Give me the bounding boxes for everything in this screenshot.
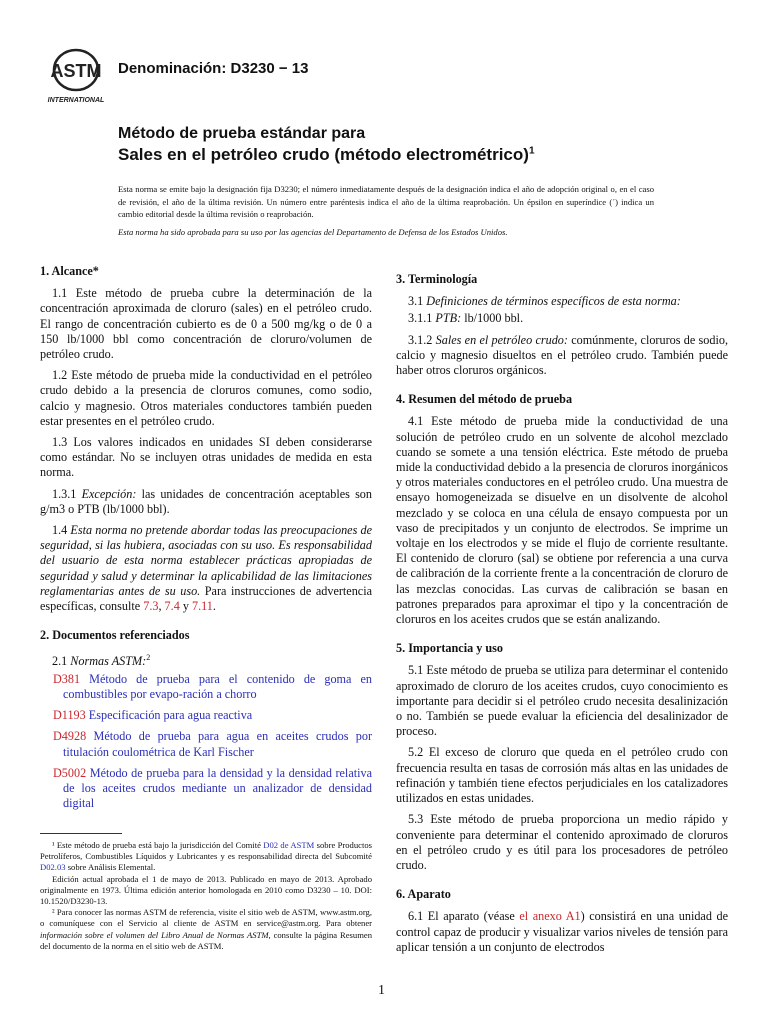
title-footnote-mark: 1 [528, 145, 535, 157]
footnote-text: ² Para conocer las normas ASTM de referencia, visite el sitio web de ASTM, www.astm.org, o comuníquese con el Servicio al cliente de ASTM en service@astm.org. Para obtener [40, 907, 372, 929]
footnote-text: , consulte la página Resumen del documento de la norma en el sitio web de ASTM. [40, 929, 372, 951]
reference-list [53, 672, 372, 812]
reference-title[interactable]: Especificación para agua reactiva [88, 708, 253, 723]
para-number: 3.1.2 [408, 332, 433, 347]
astm-logo [44, 46, 110, 106]
reference-item[interactable] [53, 766, 372, 812]
designation-code: D3230 − 13 [230, 60, 309, 77]
right-column [396, 272, 728, 961]
reference-title[interactable]: Método de prueba para el contenido de goma en combustibles por evapo-ración a chorro [63, 671, 372, 701]
para-text: comúnmente, cloruros de sodio, calcio y magnesio disueltos en el petróleo crudo. También puede haber otros cloruros orgánicos. [396, 332, 729, 378]
separator: y [179, 599, 192, 614]
footnote-text: sobre Productos Petrolíferos, Combustibles Líquidos y Lubricantes y es responsabilidad directa del Subcomité [40, 840, 372, 862]
reference-title[interactable]: Método de prueba para la densidad y la densidad relativa de los aceites crudos mediante un analizador de densidad digital [63, 765, 373, 811]
separator: , [158, 599, 165, 614]
section-1-heading: 1. Alcance* [40, 264, 99, 278]
footnote-1 [40, 840, 372, 874]
reference-code[interactable]: D4928 [53, 729, 87, 744]
designation-label: Denominación: [118, 60, 227, 77]
link-7-3[interactable]: 7.3 [143, 599, 159, 614]
para-5-1: 5.1 Este método de prueba se utiliza para determinar el contenido aproximado de cloruro de los aceites crudos, cuyo conocimiento es importante para decidir si el petróleo crudo necesita desalinización o no. También se puede evaluar la eficiencia del desalinizador de proceso. [396, 663, 728, 739]
title-text: Sales en el petróleo crudo (método electrométrico) [118, 145, 529, 164]
page-number: 1 [378, 983, 385, 998]
para-number: 1.3.1 [52, 486, 77, 501]
para-1-4 [40, 523, 372, 614]
designation [118, 60, 309, 77]
section-6-heading: 6. Aparato [396, 887, 451, 902]
para-1-2: 1.2 Este método de prueba mide la conductividad en el petróleo crudo debido a la presencia de cloruros comunes, como sodio, calcio y magnesio. Otros materiales conductores también pueden estar presentes en el petróleo crudo. [40, 368, 372, 428]
link-7-4[interactable]: 7.4 [164, 599, 180, 614]
reference-code[interactable]: D1193 [53, 708, 86, 723]
footnote-text: sobre Análisis Elemental. [67, 862, 156, 873]
title-line-2 [118, 145, 535, 165]
para-5-2: 5.2 El exceso de cloruro que queda en el petróleo crudo con frecuencia resulta en tasas de corrosión más altas en las unidades de refinación y también tiene efectos perjudiciales en los catalizadores utilizados en estas unidades. [396, 745, 728, 806]
para-4-1: 4.1 Este método de prueba mide la conductividad de una solución de petróleo crudo en un solvente de alcohol mezclado cuando se somete a una tensión eléctrica. Este método de prueba mide la conductividad debido a la presencia de cloruros inorgánicos y otros materiales conductores en el petróleo crudo. Una muestra de ensayo homogeneizada se disuelve en un disolvente de alcohol mezclado y se coloca en una célula de ensayo compuesta por un vaso de precipitados y un conjunto de electrodos. Se imprime un voltaje en los electrodos y se mide el flujo de corriente resultante. El contenido de cloruro (sal) se obtiene por referencia a una curva de calibración de la corriente frente a la concentración de cloruro de las mezclas conocidas. Las curvas de calibración se basan en patrones preparados para aproximar el tipo y la concentración de cloruros en los aceites crudos que se están analizando. [396, 414, 728, 627]
logo-text: ASTM [50, 61, 102, 81]
safety-statement: Esta norma no pretende abordar todas las preocupaciones de seguridad, si las hubiera, asociadas con su uso. Es responsabilidad del usuario de esta norma establecer prácticas apropiadas de seguridad y salud y determinar la aplicabilidad de las limitaciones reglamentarias antes de su uso. [40, 523, 372, 598]
link-7-11[interactable]: 7.11 [191, 599, 213, 614]
period: . [212, 599, 216, 614]
para-number: 3.1.1 [408, 311, 433, 326]
footnote-mark: 2 [146, 653, 151, 663]
para-text: lb/1000 bbl. [464, 311, 524, 326]
footnote-text: ¹ Este método de prueba está bajo la jurisdicción del Comité [52, 840, 261, 850]
term: Normas ASTM: [70, 654, 147, 669]
para-text: ) consistirá en una unidad de control capaz de producir y visualizar varios niveles de tensión para aplicar tensión a un conjunto de electrodos [396, 909, 728, 954]
para-number: 3.1 [408, 294, 424, 309]
reference-item[interactable] [53, 672, 372, 702]
para-1-3-1 [40, 487, 372, 517]
footnote-edition: Edición actual aprobada el 1 de mayo de 2013. Publicado en mayo de 2013. Aprobado originalmente en 1973. Última edición anterior homologada en 2010 como D3230 – 10. DOI: 10.1520/D3230-13. [40, 873, 372, 907]
section-5-heading: 5. Importancia y uso [396, 641, 503, 656]
left-column [40, 264, 372, 817]
reference-item[interactable] [53, 729, 372, 759]
title-line-1: Método de prueba estándar para [118, 125, 366, 142]
term: Excepción: [81, 486, 137, 501]
para-6-1 [396, 909, 728, 955]
term: Definiciones de términos específicos de esta norma: [426, 294, 681, 309]
para-number: 2.1 [52, 654, 68, 669]
approval-note: Esta norma ha sido aprobada para su uso por las agencias del Departamento de Defensa de los Estados Unidos. [118, 227, 508, 237]
footnote-2 [40, 907, 372, 952]
para-1-3: 1.3 Los valores indicados en unidades SI deben considerarse como estándar. No se incluyen otras unidades de medida en esta norma. [40, 435, 372, 480]
footnote-divider [40, 833, 122, 834]
para-2-1 [40, 650, 372, 669]
subcommittee-link[interactable]: D02.03 [40, 862, 66, 873]
para-3-1-1 [396, 311, 728, 326]
para-1-1: 1.1 Este método de prueba cubre la determinación de la concentración aproximada de cloruro (sales) en el petróleo crudo. El rango de concentración cubierto es de 0 a 500 mg/kg o de 0 a 150 lb/1000 bbl como concentración de cloruro/volumen de petróleo crudo. [40, 286, 372, 362]
reference-title[interactable]: Método de prueba para agua en aceites crudos por titulación coulométrica de Karl Fischer [63, 729, 373, 759]
term: Sales en el petróleo crudo: [435, 332, 568, 347]
term: PTB: [435, 311, 462, 326]
annex-a1-link[interactable]: el anexo A1 [519, 909, 581, 924]
para-text: 6.1 El aparato (véase [408, 909, 515, 924]
para-5-3: 5.3 Este método de prueba proporciona un medio rápido y conveniente para determinar el contenido aproximado de cloruros en el petróleo crudo y es útil para los procesadores de petróleo crudo. [396, 812, 728, 872]
para-number: 1.4 [52, 523, 68, 538]
footnote-italic: información sobre el volumen del Libro Anual de Normas ASTM [40, 929, 269, 940]
reference-item[interactable] [53, 708, 372, 723]
para-text: Para instrucciones de advertencia específicas, consulte [40, 583, 373, 614]
para-3-1-2 [396, 333, 728, 379]
para-text: las unidades de concentración aceptables son g/m3 o PTB (lb/1000 bbl). [40, 486, 372, 516]
committee-link[interactable]: D02 de ASTM [263, 840, 315, 850]
logo-subtext: INTERNATIONAL [47, 97, 105, 104]
reference-code[interactable]: D5002 [53, 765, 87, 780]
para-3-1 [396, 294, 728, 309]
section-2-heading: 2. Documentos referenciados [40, 628, 190, 643]
section-4-heading: 4. Resumen del método de prueba [396, 392, 573, 407]
section-3-heading: 3. Terminología [396, 272, 478, 286]
reference-code[interactable]: D381 [53, 671, 81, 686]
footnotes [40, 840, 372, 952]
issuance-notice: Esta norma se emite bajo la designación fija D3230; el número inmediatamente después de la designación indica el año de adopción original o, en el caso de revisión, el año de la última revisión. Un número entre paréntesis indica el año de la última reaprobación. Un épsilon en superíndice (´) indica un cambio editorial desde la última revisión o reaprobación. [118, 184, 654, 219]
